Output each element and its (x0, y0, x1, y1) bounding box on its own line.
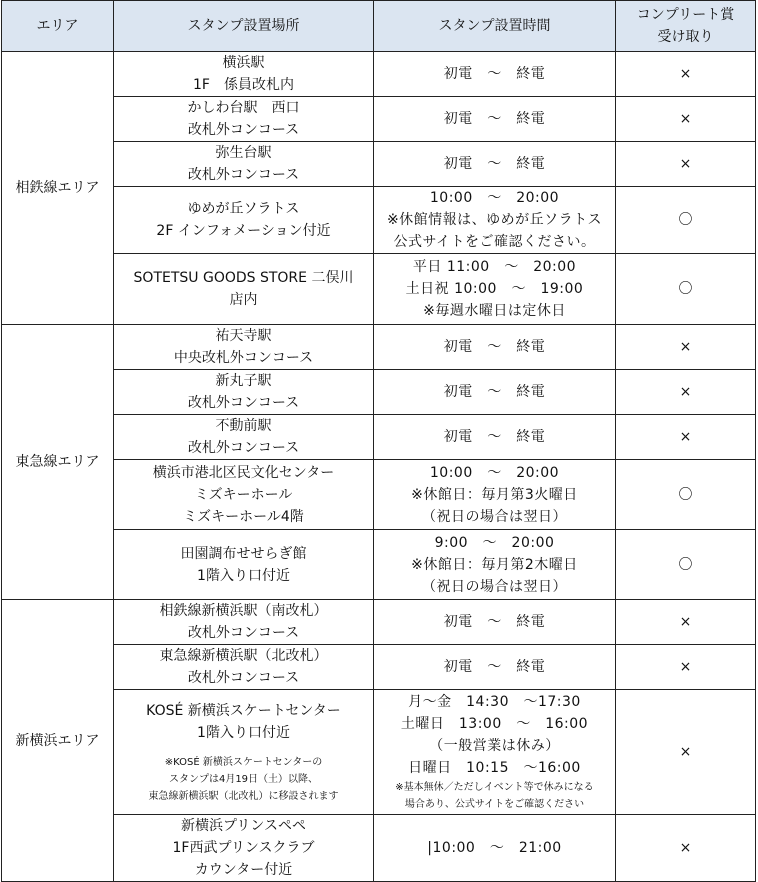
location-line: 1階入り口付近 (197, 724, 290, 741)
location-cell (114, 142, 374, 187)
time-line: 平日 11:00 ～ 20:00 (412, 259, 577, 275)
prize-mark: × (616, 52, 756, 97)
location-line: 東急線新横浜駅（北改札） (159, 648, 328, 664)
time-line: 初電 ～ 終電 (443, 384, 546, 400)
time-line: （祝日の場合は翌日） (422, 508, 567, 525)
time-line: 初電 ～ 終電 (443, 111, 546, 127)
time-line: 初電 ～ 終電 (443, 156, 546, 172)
time-line: 日曜日 10:15 ～16:00 (408, 760, 581, 776)
time-cell (374, 690, 616, 815)
time-cell (374, 600, 616, 645)
area-cell: 東急線エリア (2, 325, 114, 600)
area-cell: 新横浜エリア (2, 600, 114, 882)
time-line: 10:00 ～ 20:00 (429, 190, 560, 206)
location-line: 横浜市港北区民文化センター (152, 464, 335, 481)
time-line: （祝日の場合は翌日） (422, 578, 567, 595)
table-row (2, 460, 756, 530)
table-row (2, 600, 756, 645)
location-line: ミズキーホール (194, 486, 293, 503)
prize-mark: × (616, 370, 756, 415)
time-line: 月～金 14:30 ～17:30 (408, 694, 581, 710)
time-line: 初電 ～ 終電 (443, 659, 546, 675)
time-cell (374, 142, 616, 187)
location-cell (114, 645, 374, 690)
time-line: 初電 ～ 終電 (443, 66, 546, 82)
prize-mark: × (616, 690, 756, 815)
prize-mark: 〇 (616, 187, 756, 254)
time-line: |10:00 ～ 21:00 (427, 840, 562, 856)
location-cell (114, 97, 374, 142)
time-cell (374, 415, 616, 460)
time-line: ※休館情報は、ゆめが丘ソラトス (386, 212, 603, 228)
location-line: 改札外コンコース (187, 625, 300, 641)
location-cell (114, 815, 374, 882)
prize-mark: 〇 (616, 254, 756, 325)
table-row (2, 325, 756, 370)
location-line: 1F 係員改札内 (193, 77, 294, 93)
table-row (2, 370, 756, 415)
time-line: ※休館日：毎月第2木曜日 (411, 556, 578, 573)
location-line: 改札外コンコース (187, 440, 300, 456)
stamp-table (1, 0, 756, 882)
location-line: 改札外コンコース (187, 167, 300, 183)
location-line: 中央改札外コンコース (173, 350, 314, 366)
time-line: 初電 ～ 終電 (443, 429, 546, 445)
prize-mark: × (616, 415, 756, 460)
location-line: 改札外コンコース (187, 122, 300, 138)
time-cell (374, 187, 616, 254)
table-row (2, 530, 756, 600)
header-row (2, 1, 756, 52)
time-cell (374, 530, 616, 600)
time-line: 公式サイトをご確認ください。 (393, 234, 596, 250)
prize-mark: × (616, 142, 756, 187)
prize-mark: × (616, 600, 756, 645)
location-line: 改札外コンコース (187, 670, 300, 686)
prize-mark: × (616, 645, 756, 690)
prize-mark: × (616, 97, 756, 142)
header-area: エリア (2, 1, 114, 52)
location-cell (114, 325, 374, 370)
table-row (2, 187, 756, 254)
location-cell (114, 370, 374, 415)
header-time: スタンプ設置時間 (374, 1, 616, 52)
time-line: ※休館日：毎月第3火曜日 (411, 486, 578, 503)
location-line: 新横浜プリンスペペ (180, 818, 307, 834)
location-cell (114, 254, 374, 325)
location-line: 1F西武プリンスクラブ (172, 840, 315, 856)
header-location: スタンプ設置場所 (114, 1, 374, 52)
table-row (2, 97, 756, 142)
table-row (2, 690, 756, 815)
location-line: KOSÉ 新横浜スケートセンター (146, 702, 341, 719)
prize-mark: 〇 (616, 530, 756, 600)
location-note: ※KOSÉ 新横浜スケートセンターの (164, 756, 323, 768)
location-line: 横浜駅 (222, 55, 265, 71)
header-prize-line1: コンプリート賞 (636, 7, 735, 23)
location-line: SOTETSU GOODS STORE 二俣川 (133, 270, 354, 286)
location-line: 不動前駅 (215, 418, 272, 434)
location-line: 弥生台駅 (215, 145, 272, 161)
time-cell (374, 460, 616, 530)
location-line: 店内 (229, 292, 258, 308)
spacer (118, 744, 369, 754)
area-cell: 相鉄線エリア (2, 52, 114, 325)
location-line: 相鉄線新横浜駅（南改札） (159, 603, 328, 619)
time-cell (374, 52, 616, 97)
time-cell (374, 97, 616, 142)
location-cell (114, 690, 374, 815)
location-cell (114, 460, 374, 530)
prize-mark: × (616, 325, 756, 370)
location-cell (114, 52, 374, 97)
time-cell (374, 325, 616, 370)
location-line: ゆめが丘ソラトス (187, 201, 300, 217)
location-cell (114, 187, 374, 254)
table-row (2, 645, 756, 690)
time-line: 9:00 ～ 20:00 (434, 534, 555, 551)
time-line: 土曜日 13:00 ～ 16:00 (400, 716, 589, 732)
prize-mark: 〇 (616, 460, 756, 530)
time-line: （一般営業は休み） (429, 738, 560, 754)
location-note: 東急線新横浜駅（北改札）に移設されます (148, 790, 339, 802)
time-cell (374, 370, 616, 415)
time-line: ※毎週水曜日は定休日 (423, 303, 566, 319)
table-row (2, 52, 756, 97)
time-line: 10:00 ～ 20:00 (429, 464, 560, 481)
time-note: 場合あり、公式サイトをご確認ください (404, 799, 585, 810)
table-row (2, 254, 756, 325)
table-row (2, 415, 756, 460)
table-row (2, 815, 756, 882)
location-cell (114, 600, 374, 645)
location-note: スタンプは4月19日（土）以降、 (168, 773, 319, 785)
prize-mark: × (616, 815, 756, 882)
time-line: 土日祝 10:00 ～ 19:00 (405, 281, 584, 297)
location-line: 新丸子駅 (215, 373, 272, 389)
location-line: 1階入り口付近 (197, 567, 290, 584)
location-line: 改札外コンコース (187, 395, 300, 411)
location-line: 田園調布せせらぎ館 (180, 545, 307, 562)
location-cell (114, 415, 374, 460)
location-line: ミズキーホール4階 (183, 508, 304, 525)
time-line: 初電 ～ 終電 (443, 339, 546, 355)
time-note: ※基本無休／ただしイベント等で休みになる (395, 782, 594, 793)
location-line: 2F インフォメーション付近 (156, 223, 331, 239)
table-row (2, 142, 756, 187)
header-prize-line2: 受け取り (657, 29, 714, 45)
location-line: カウンター付近 (194, 862, 293, 878)
time-cell (374, 645, 616, 690)
time-line: 初電 ～ 終電 (443, 614, 546, 630)
time-cell (374, 815, 616, 882)
location-cell (114, 530, 374, 600)
location-line: かしわ台駅 西口 (187, 100, 300, 116)
location-line: 祐天寺駅 (215, 328, 272, 344)
header-prize (616, 1, 756, 52)
time-cell (374, 254, 616, 325)
